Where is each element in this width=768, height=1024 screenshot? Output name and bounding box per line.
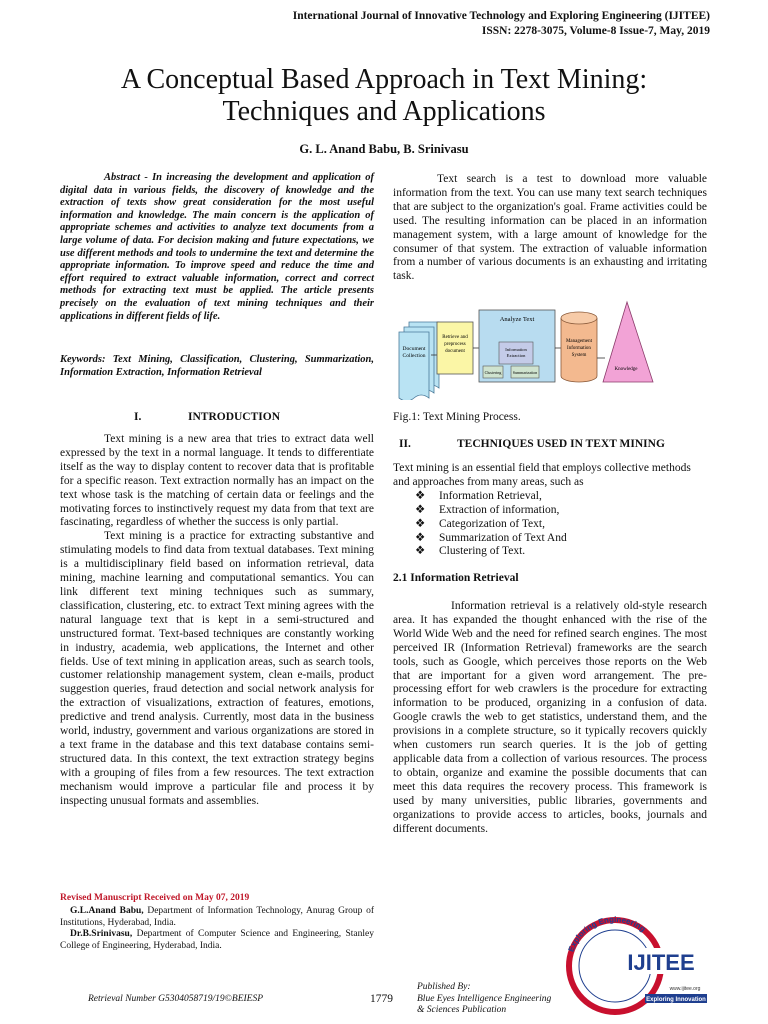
knowledge-label: Knowledge: [614, 367, 638, 372]
techniques-list: [393, 490, 707, 560]
section-2-body: [393, 462, 707, 559]
author1-text: Department of Information Technology, Anurag Group of Institutions, Hyderabad, India.: [60, 906, 375, 928]
right-paragraph-1: [393, 173, 707, 284]
right-p1-text: Text search is a test to download more valuable information from the text. You can use many text search techniques that are subject to the organization's goal. Frame activities could be used. The resulting information can be placed in an information management system, with a large amount of knowledge for the consumer of that system. The extraction of valuable information from a number of various documents is an exhausting and irritating task.: [393, 173, 707, 283]
publisher-line-2: & Sciences Publication: [417, 1005, 507, 1015]
page-number: 1779: [370, 993, 393, 1005]
logo-tagline: Exploring Innovation: [646, 997, 706, 1003]
section-2-title: TECHNIQUES USED IN TEXT MINING: [457, 438, 665, 450]
knowledge-triangle: [603, 302, 653, 382]
section-1-title: INTRODUCTION: [188, 411, 281, 423]
list-item-text: Extraction of information,: [439, 503, 560, 516]
list-item: [393, 504, 707, 518]
logo-url: www.ijitee.org: [669, 986, 701, 992]
analyze-text-label: Analyze Text: [499, 316, 535, 323]
paper-title: [0, 64, 768, 128]
doc-collection-label: Document Collection: [402, 346, 426, 359]
revised-note: Revised Manuscript Received on May 07, 2019: [60, 893, 250, 903]
publisher-block: [417, 982, 551, 1017]
intro-paragraph-2: Text mining is a practice for extracting substantive and stimulating models to find data from textual databases. Text mining is a multidisciplinary field based on information retrieval, data mining, machine learning and computational semantics. You can link different text mining techniques such as summary, classification, clustering, etc. to extract Text mining agrees with the natural language text that is kept in a semi-structured and unstructured format. Text-based techniques are constantly working in industry, academia, web applications, the Internet and other fields. Use of text mining in application areas, such as search tools, customer relationship management system, clean e-mails, product suggestion queries, fraud detection and social network analysis for the extraction of visualizations, extraction of features, emotions, predictive and trend analysis. Currently, most data in the business world, industry, government and various organizations are stored in a text frame in the database and this text database contains semi-structured data. In this context, the text extraction strategy begins with a grouping of files from a few resources. The text extraction mechanism would improve a particular file and process it by inspecting unusual formats and assemblies.: [60, 530, 374, 807]
info-extraction-label: Information Extraction: [505, 347, 527, 358]
list-item: [393, 490, 707, 504]
list-item: [393, 518, 707, 532]
section-2-intro: Text mining is an essential field that employs collective methods and approaches from many areas, such as: [393, 462, 691, 488]
list-item-text: Categorization of Text,: [439, 517, 545, 530]
bullet-icon: ❖: [415, 503, 426, 516]
logo-name: IJITEE: [627, 950, 695, 975]
abstract: Abstract - In increasing the development and application of digital data in various fields, the discovery of knowledge and the extraction of texts show great consideration for the most useful information and knowledge. The main concern is the application of appropriate schemes and activities to analyze text documents from a large volume of data. For decision making and future expectations, we use different methods and tools to undermine the text and determine the appropriate information. To improve speed and reduce the time and effort required to extract valuable information, correct and correct methods for extracting text must be applied. The article presents precisely on the evaluation of text mining techniques and their applications in different fields of life.: [60, 172, 374, 322]
ijitee-logo: [553, 908, 711, 1016]
logo-arc-text: Exploring Engineering: [566, 914, 648, 954]
list-item-text: Clustering of Text.: [439, 545, 526, 558]
keywords: Keywords: Text Mining, Classification, Clustering, Summarization, Information Extraction, Information Retrieval: [60, 354, 374, 378]
author2-name: Dr.B.Srinivasu,: [70, 929, 133, 939]
summarization-label: Summarization: [512, 370, 538, 375]
list-item: [393, 545, 707, 559]
section-2-number: II.: [399, 438, 411, 450]
title-line-2: Techniques and Applications: [222, 96, 546, 127]
intro-paragraph-1: Text mining is a new area that tries to extract data well expressed by the text in a normal language. It tends to differentiate itself as the way to display content to recover data that is profitable for a specific reason. Text extraction normally has an impact on the text whose task is the matching of certain data or feelings and the motivating forces to instinctively request my data from that text are fascinating, regardless of whether the success is only partial.: [60, 433, 374, 529]
analyze-text-box: [479, 310, 555, 382]
published-by: Published By:: [417, 982, 471, 992]
list-item: [393, 532, 707, 546]
footnotes: [60, 893, 374, 952]
figure-caption: Fig.1: Text Mining Process.: [393, 411, 521, 423]
publisher-line-1: Blue Eyes Intelligence Engineering: [417, 993, 552, 1004]
title-line-1: A Conceptual Based Approach in Text Mining:: [120, 64, 648, 95]
journal-header: [293, 9, 710, 39]
author1-affiliation: [60, 906, 374, 929]
mis-label: Management Information System: [565, 339, 593, 358]
author2-text: Department of Computer Science and Engineering, Stanley College of Engineering, Hyderabad, India.: [60, 929, 374, 951]
author1-name: G.L.Anand Babu,: [70, 906, 144, 916]
section-1-number: I.: [134, 411, 142, 423]
bullet-icon: ❖: [415, 489, 426, 502]
bullet-icon: ❖: [415, 545, 426, 558]
bullet-icon: ❖: [415, 531, 426, 544]
authors: G. L. Anand Babu, B. Srinivasu: [299, 142, 469, 156]
retrieve-preprocess-box: [437, 322, 473, 374]
list-item-text: Information Retrieval,: [439, 489, 542, 502]
list-item-text: Summarization of Text And: [439, 531, 567, 544]
information-retrieval-body: [393, 600, 707, 836]
document-collection-icon: [399, 322, 439, 400]
info-retrieval-paragraph: Information retrieval is a relatively old-style research area. It has expanded the thought enhanced with the rise of the World Wide Web and the need for refined search engines. The most perceived IR (Information Retrieval) frameworks are the search tools, such as Google, which perceives those reports on the Web that are important for a given word arrangement. The pre-processing effort for web crawlers is the procedure for extracting information to be produced, organizing in a confusion of data. Google crawls the web to get statistics, understand them, and the provisions in a complete structure, so it typically recovers quickly when customers run search queries. It is the job of getting applicable data from a collection of various resources. The process to obtain, organize and examine the possible documents that can meet this data requires the recovery process. This framework is used by many universities, public libraries, governments and organizations to provide access to articles, books, journals and different documents.: [393, 600, 707, 835]
retrieval-number: Retrieval Number G5304058719/19©BEIESP: [88, 994, 264, 1004]
author2-affiliation: [60, 929, 374, 952]
management-information-system-cylinder: [561, 312, 597, 382]
journal-issn: ISSN: 2278-3075, Volume-8 Issue-7, May, 2019: [481, 25, 710, 37]
retrieve-label: Retrieve and preprocess document: [442, 335, 468, 354]
intro-body: [60, 433, 374, 808]
text-mining-process-figure: [395, 300, 665, 400]
subsection-2-1-heading: 2.1 Information Retrieval: [393, 572, 519, 584]
bullet-icon: ❖: [415, 517, 426, 530]
journal-name: International Journal of Innovative Technology and Exploring Engineering (IJITEE): [292, 10, 710, 22]
clustering-label: Clustering: [484, 370, 502, 375]
